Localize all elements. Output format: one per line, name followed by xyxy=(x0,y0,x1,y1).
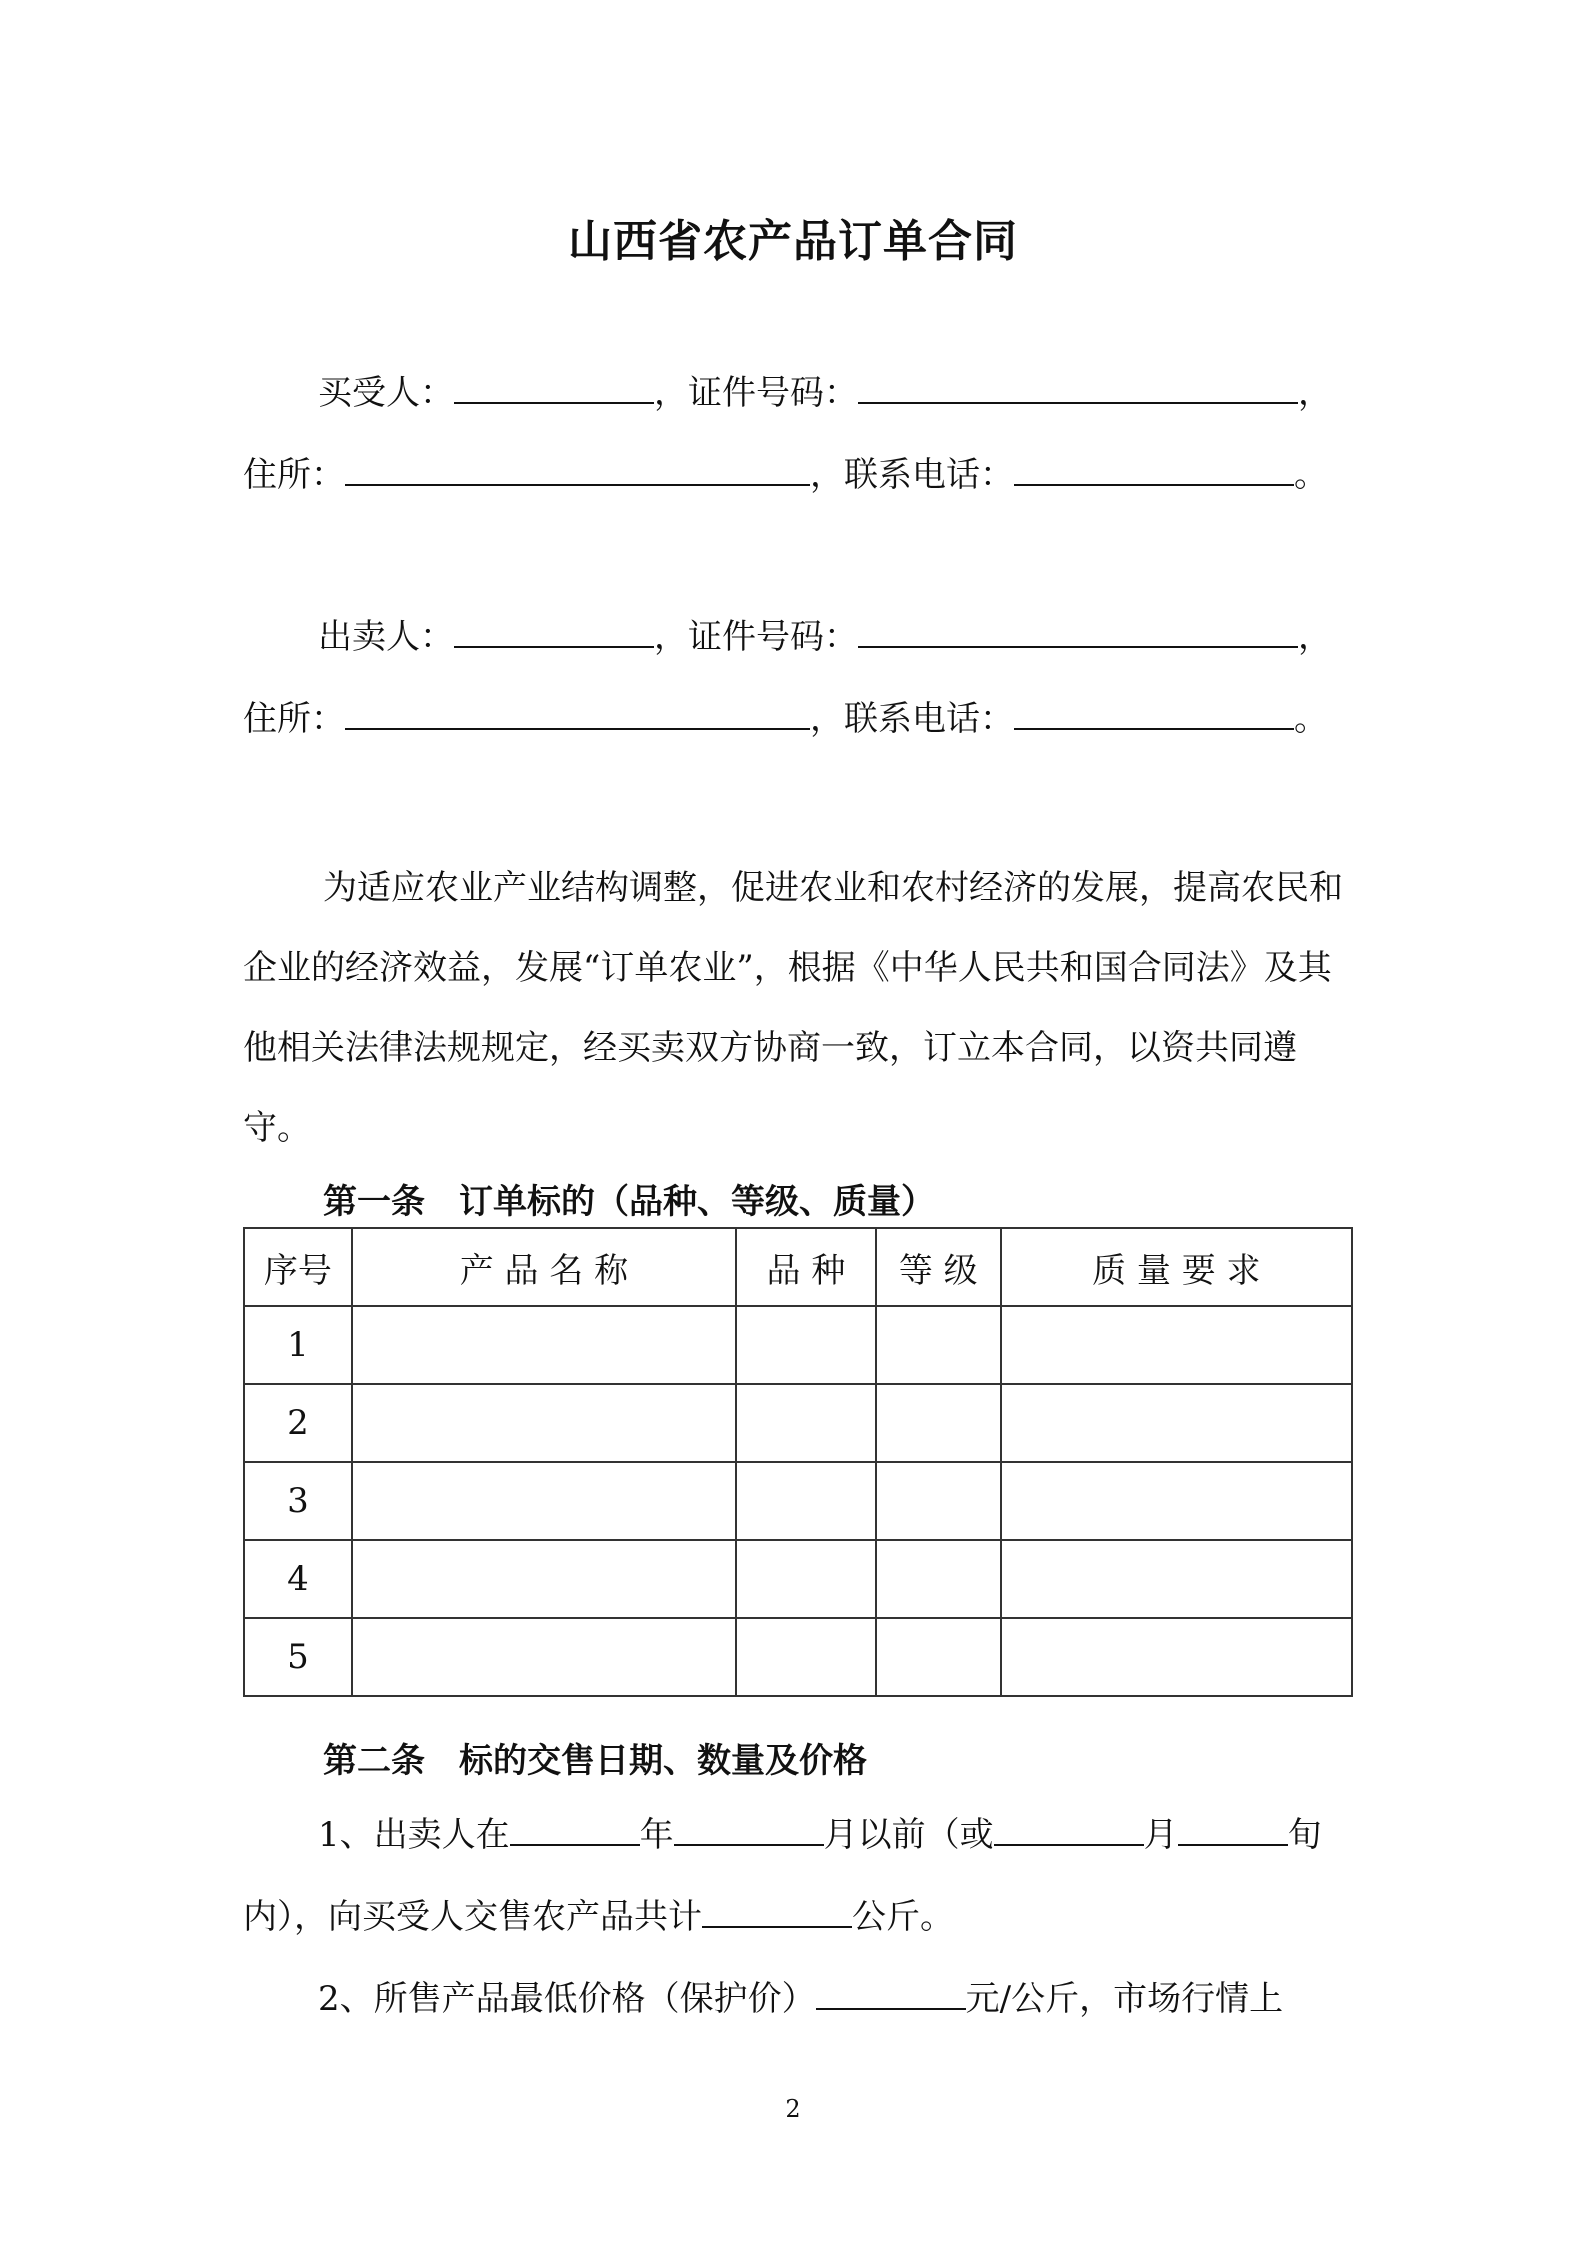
month2-label: 月 xyxy=(1143,1815,1178,1855)
buyer-line xyxy=(318,368,1332,417)
quantity-unit: 公斤。 xyxy=(852,1897,954,1937)
grade-cell[interactable] xyxy=(876,1462,1001,1540)
product-name-cell[interactable] xyxy=(352,1306,736,1384)
contract-title: 山西省农产品订单合同 xyxy=(568,216,1018,267)
product-name-cell[interactable] xyxy=(352,1618,736,1696)
table-row xyxy=(244,1540,1352,1618)
column-header: 产 品 名 称 xyxy=(352,1228,736,1306)
grade-cell[interactable] xyxy=(876,1384,1001,1462)
buyer-phone-end: 。 xyxy=(1294,455,1328,495)
column-header: 等 级 xyxy=(876,1228,1001,1306)
product-name-cell[interactable] xyxy=(352,1384,736,1462)
variety-cell[interactable] xyxy=(736,1306,876,1384)
buyer-address-field[interactable] xyxy=(345,450,810,486)
row-number: 2 xyxy=(244,1384,352,1462)
clause1-line2 xyxy=(243,1892,954,1941)
grade-cell[interactable] xyxy=(876,1540,1001,1618)
table-header-row xyxy=(244,1228,1352,1306)
buyer-address-line xyxy=(243,450,1328,499)
xun-field[interactable] xyxy=(1178,1810,1288,1846)
quality-cell[interactable] xyxy=(1001,1540,1352,1618)
variety-cell[interactable] xyxy=(736,1540,876,1618)
delivery-year-field[interactable] xyxy=(510,1810,640,1846)
seller-name-field[interactable] xyxy=(454,612,654,648)
variety-cell[interactable] xyxy=(736,1462,876,1540)
buyer-phone-field[interactable] xyxy=(1014,450,1294,486)
column-header: 品 种 xyxy=(736,1228,876,1306)
quality-cell[interactable] xyxy=(1001,1462,1352,1540)
row-number: 1 xyxy=(244,1306,352,1384)
seller-phone-label: ，联系电话： xyxy=(810,699,1014,739)
seller-id-end: ， xyxy=(1298,617,1332,657)
seller-id-field[interactable] xyxy=(858,612,1298,648)
table-row xyxy=(244,1384,1352,1462)
row-number: 3 xyxy=(244,1462,352,1540)
variety-cell[interactable] xyxy=(736,1384,876,1462)
buyer-name-field[interactable] xyxy=(454,368,654,404)
seller-address-label: 住所： xyxy=(243,699,345,739)
seller-address-field[interactable] xyxy=(345,694,810,730)
clause2-line xyxy=(318,1974,1283,2023)
buyer-label: 买受人： xyxy=(318,373,454,413)
grade-cell[interactable] xyxy=(876,1618,1001,1696)
column-header: 质 量 要 求 xyxy=(1001,1228,1352,1306)
delivery-month-field[interactable] xyxy=(674,1810,824,1846)
row-number: 4 xyxy=(244,1540,352,1618)
xun-label: 旬 xyxy=(1287,1815,1322,1855)
seller-address-line xyxy=(243,694,1328,743)
table-row xyxy=(244,1618,1352,1696)
product-name-cell[interactable] xyxy=(352,1462,736,1540)
quality-cell[interactable] xyxy=(1001,1384,1352,1462)
row-number: 5 xyxy=(244,1618,352,1696)
seller-id-label: ，证件号码： xyxy=(654,617,858,657)
alt-month-field[interactable] xyxy=(994,1810,1144,1846)
grade-cell[interactable] xyxy=(876,1306,1001,1384)
month-label: 月以前（或 xyxy=(823,1815,994,1855)
quality-cell[interactable] xyxy=(1001,1306,1352,1384)
clause1-line1 xyxy=(318,1810,1322,1859)
seller-label: 出卖人： xyxy=(318,617,454,657)
table-row xyxy=(244,1306,1352,1384)
clause2-text-b: 元/公斤，市场行情上 xyxy=(965,1979,1284,2019)
clause1-text: 1、出卖人在 xyxy=(318,1815,510,1855)
preamble-paragraph: 为适应农业产业结构调整，促进农业和农村经济的发展，提高农民和企业的经济效益，发展“订单农业”，根据《中华人民共和国合同法》及其他相关法律法规规定，经买卖双方协商一致，订立本合同，以资共同遵守。 xyxy=(243,868,1343,1148)
seller-phone-field[interactable] xyxy=(1014,694,1294,730)
buyer-phone-label: ，联系电话： xyxy=(810,455,1014,495)
buyer-id-label: ，证件号码： xyxy=(654,373,858,413)
column-header: 序号 xyxy=(244,1228,352,1306)
article2-heading: 第二条 标的交售日期、数量及价格 xyxy=(323,1741,867,1781)
clause1-text-b: 内），向买受人交售农产品共计 xyxy=(243,1897,702,1937)
page-number: 2 xyxy=(785,2095,801,2123)
clause2-text: 2、所售产品最低价格（保护价） xyxy=(318,1979,816,2019)
variety-cell[interactable] xyxy=(736,1618,876,1696)
seller-phone-end: 。 xyxy=(1294,699,1328,739)
order-items-table xyxy=(243,1227,1353,1697)
min-price-field[interactable] xyxy=(816,1974,966,2010)
buyer-address-label: 住所： xyxy=(243,455,345,495)
year-label: 年 xyxy=(639,1815,674,1855)
table-row xyxy=(244,1462,1352,1540)
product-name-cell[interactable] xyxy=(352,1540,736,1618)
quality-cell[interactable] xyxy=(1001,1618,1352,1696)
article1-heading: 第一条 订单标的（品种、等级、质量） xyxy=(323,1182,935,1222)
buyer-id-field[interactable] xyxy=(858,368,1298,404)
quantity-field[interactable] xyxy=(702,1892,852,1928)
seller-line xyxy=(318,612,1332,661)
buyer-id-end: ， xyxy=(1298,373,1332,413)
